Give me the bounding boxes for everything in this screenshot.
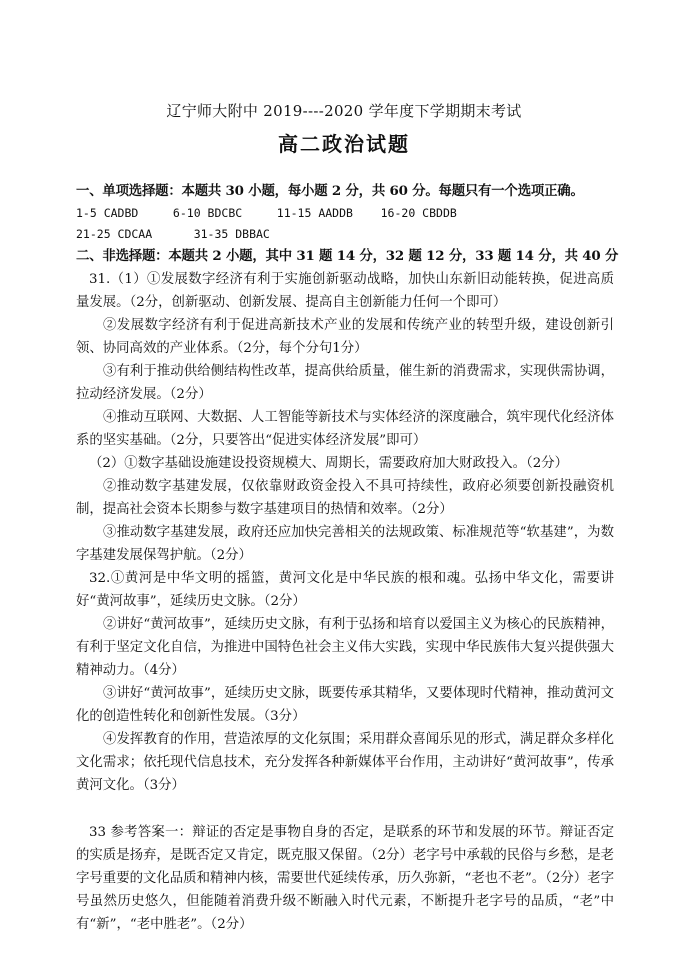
q31-paragraph: ②推动数字基建发展，仅依靠财政资金投入不具可持续性，政府必须要创新投融资机制，提高社会资本长期参与数字基建项目的热情和效率。（2分） xyxy=(76,479,614,517)
spacer xyxy=(76,797,614,821)
q33-paragraph: 33 参考答案一：辩证的否定是事物自身的否定，是联系的环节和发展的环节。辩证否定的实质是扬弃，是既否定又肯定，既克服又保留。（2分）老字号中承载的民俗与乡愁，是老字号重要的文化品质和精神内核，需要世代延续传承，历久弥新，“老也不老”。（2分）老字号虽然历史悠久，但能随着消费升级不断融入时代元素，不断提升老字号的品质，“老”中有“新”，“老中胜老”。（2分） xyxy=(76,825,614,932)
q31-paragraph: ④推动互联网、大数据、人工智能等新技术与实体经济的深度融合，筑牢现代化经济体系的坚实基础。（2分，只要答出“促进实体经济发展”即可） xyxy=(76,410,614,448)
q31-paragraph: ③推动数字基建发展，政府还应加快完善相关的法规政策、标准规范等“软基建”，为数字基建发展保驾护航。（2分） xyxy=(76,525,614,563)
answer-body xyxy=(76,180,619,936)
q31-paragraph: ②发展数字经济有利于促进高新技术产业的发展和传统产业的转型升级，建设创新引领、协同高效的产业体系。（2分，每个分句1分） xyxy=(76,318,614,356)
q32-paragraph: 32.①黄河是中华文明的摇篮，黄河文化是中华民族的根和魂。弘扬中华文化，需要讲好“黄河故事”，延续历史文脉。（2分） xyxy=(76,571,614,609)
q31-paragraph: （2）①数字基础设施建设投资规模大、周期长，需要政府加大财政投入。（2分） xyxy=(89,456,569,471)
exam-subject: 高二政治试题 xyxy=(278,132,410,156)
section1-heading: 一、单项选择题：本题共 30 小题，每小题 2 分，共 60 分。每题只有一个选项正确。 xyxy=(76,183,584,199)
section2-heading: 二、非选择题：本题共 2 小题，其中 31 题 14 分，32 题 12 分，33 题 14 分，共 40 分 xyxy=(76,248,619,264)
section1-answers-row1: 1-5 CADBD 6-10 BDCBC 11-15 AADDB 16-20 CBDDB xyxy=(76,206,457,220)
q31-paragraph: 31.（1）①发展数字经济有利于实施创新驱动战略，加快山东新旧动能转换，促进高质量发展。（2分，创新驱动、创新发展、提高自主创新能力任何一个即可） xyxy=(76,272,614,310)
q32-paragraph: ③讲好“黄河故事”，延续历史文脉，既要传承其精华，又要体现时代精神，推动黄河文化的创造性转化和创新性发展。（3分） xyxy=(76,686,614,724)
q32-paragraph: ④发挥教育的作用，营造浓厚的文化氛围；采用群众喜闻乐见的形式，满足群众多样化文化需求；依托现代信息技术，充分发挥各种新媒体平台作用，主动讲好“黄河故事”，传承黄河文化。（3分） xyxy=(76,732,614,793)
q31-paragraph: ③有利于推动供给侧结构性改革，提高供给质量，催生新的消费需求，实现供需协调，拉动经济发展。（2分） xyxy=(76,364,614,402)
q32-paragraph: ②讲好“黄河故事”，延续历史文脉，有利于弘扬和培育以爱国主义为核心的民族精神，有利于坚定文化自信，为推进中国特色社会主义伟大实践，实现中华民族伟大复兴提供强大精神动力。（4分） xyxy=(76,617,614,678)
section1-answers-row2: 21-25 CDCAA 31-35 DBBAC xyxy=(76,227,270,241)
exam-title: 辽宁师大附中 2019----2020 学年度下学期期末考试 xyxy=(166,102,522,120)
